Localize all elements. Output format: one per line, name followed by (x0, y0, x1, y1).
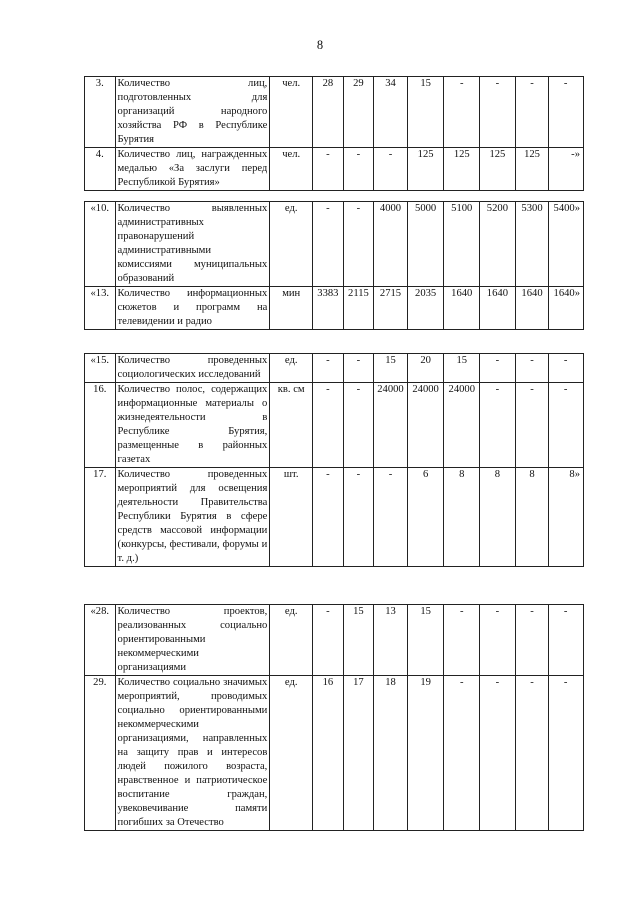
value-cell: 34 (374, 77, 408, 148)
value-cell: - (313, 148, 344, 191)
value-cell: - (549, 354, 584, 383)
unit-cell: ед. (270, 354, 313, 383)
value-cell: 19 (407, 676, 444, 831)
table-row (85, 383, 584, 468)
value-cell: - (444, 605, 480, 676)
table-row (85, 605, 584, 676)
table-row (85, 676, 584, 831)
value-cell: - (515, 605, 549, 676)
row-number-cell: 4. (85, 148, 116, 191)
row-number-cell: 3. (85, 77, 116, 148)
indicator-description-cell: Количество проведенных мероприятий для освещения деятельности Правительства Республики Бурятия в сфере средств массовой информации (конкурсы, фестивали, форумы и т. д.) (115, 468, 270, 567)
value-cell: 1640 (515, 287, 549, 330)
value-cell: 8 (480, 468, 516, 567)
value-cell: - (343, 202, 374, 287)
value-cell: 125 (407, 148, 444, 191)
value-cell: 125 (515, 148, 549, 191)
page-number: 8 (316, 38, 324, 52)
value-cell: 28 (313, 77, 344, 148)
row-number-cell: «28. (85, 605, 116, 676)
value-cell: - (444, 77, 480, 148)
value-cell: 15 (407, 605, 444, 676)
table-block-4 (84, 353, 584, 567)
value-cell: - (313, 605, 344, 676)
value-cell: - (480, 605, 516, 676)
value-cell: 24000 (444, 383, 480, 468)
value-cell: - (549, 383, 584, 468)
value-cell: 5300 (515, 202, 549, 287)
value-cell: 1640» (549, 287, 584, 330)
value-cell: 24000 (374, 383, 408, 468)
indicator-description-cell: Количество выявленных административных правонарушений административными комиссиями муниципальных образований (115, 202, 270, 287)
value-cell: - (374, 468, 408, 567)
value-cell: 17 (343, 676, 374, 831)
value-cell: - (480, 676, 516, 831)
table-row (85, 287, 584, 330)
value-cell: 2115 (343, 287, 374, 330)
unit-cell: чел. (270, 77, 313, 148)
value-cell: - (374, 148, 408, 191)
value-cell: 4000 (374, 202, 408, 287)
row-number-cell: 16. (85, 383, 116, 468)
value-cell: 1640 (444, 287, 480, 330)
value-cell: 8 (515, 468, 549, 567)
value-cell: 15 (343, 605, 374, 676)
table-row (85, 468, 584, 567)
value-cell: 3383 (313, 287, 344, 330)
value-cell: - (313, 354, 344, 383)
row-number-cell: «15. (85, 354, 116, 383)
value-cell: 16 (313, 676, 344, 831)
indicator-description-cell: Количество проведенных социологических исследований (115, 354, 270, 383)
unit-cell: ед. (270, 605, 313, 676)
value-cell: - (444, 676, 480, 831)
value-cell: 5400» (549, 202, 584, 287)
value-cell: - (343, 468, 374, 567)
value-cell: 2035 (407, 287, 444, 330)
value-cell: - (549, 77, 584, 148)
value-cell: - (343, 383, 374, 468)
value-cell: - (480, 354, 516, 383)
value-cell: 20 (407, 354, 444, 383)
value-cell: 1640 (480, 287, 516, 330)
unit-cell: кв. см (270, 383, 313, 468)
value-cell: -» (549, 148, 584, 191)
value-cell: - (313, 202, 344, 287)
indicator-description-cell: Количество полос, содержащих информационные материалы о жизнедеятельности в Республике Бурятия, размещенные в районных газетах (115, 383, 270, 468)
value-cell: 6 (407, 468, 444, 567)
value-cell: 5100 (444, 202, 480, 287)
indicator-description-cell: Количество лиц, подготовленных для организаций народного хозяйства РФ в Республике Бурятия (115, 77, 270, 148)
value-cell: 29 (343, 77, 374, 148)
table-block-2 (84, 201, 584, 287)
value-cell: 8» (549, 468, 584, 567)
value-cell: 15 (407, 77, 444, 148)
table-row (85, 77, 584, 148)
table-block-5 (84, 604, 584, 831)
value-cell: - (549, 676, 584, 831)
value-cell: - (313, 383, 344, 468)
indicator-description-cell: Количество информационных сюжетов и программ на телевидении и радио (115, 287, 270, 330)
value-cell: 24000 (407, 383, 444, 468)
value-cell: - (343, 148, 374, 191)
value-cell: - (343, 354, 374, 383)
value-cell: 8 (444, 468, 480, 567)
value-cell: 13 (374, 605, 408, 676)
value-cell: 15 (374, 354, 408, 383)
value-cell: 15 (444, 354, 480, 383)
unit-cell: шт. (270, 468, 313, 567)
table-row (85, 202, 584, 287)
value-cell: - (515, 676, 549, 831)
row-number-cell: 29. (85, 676, 116, 831)
row-number-cell: «10. (85, 202, 116, 287)
unit-cell: ед. (270, 676, 313, 831)
indicator-description-cell: Количество проектов, реализованных социально ориентированными некоммерческими организациями (115, 605, 270, 676)
indicator-description-cell: Количество социально значимых мероприятий, проводимых социально ориентированными некоммерческими организациями, направленных на защиту прав и интересов людей пожилого возраста, нравственное и патриотическое воспитание граждан, увековечивание памяти погибших за Отечество (115, 676, 270, 831)
value-cell: - (313, 468, 344, 567)
unit-cell: ед. (270, 202, 313, 287)
table-row (85, 354, 584, 383)
row-number-cell: «13. (85, 287, 116, 330)
unit-cell: мин (270, 287, 313, 330)
indicator-description-cell: Количество лиц, награжденных медалью «За заслуги перед Республикой Бурятия» (115, 148, 270, 191)
unit-cell: чел. (270, 148, 313, 191)
value-cell: - (549, 605, 584, 676)
value-cell: 2715 (374, 287, 408, 330)
table-row (85, 148, 584, 191)
value-cell: 5000 (407, 202, 444, 287)
table-block-3 (84, 286, 584, 330)
value-cell: - (515, 383, 549, 468)
value-cell: - (480, 383, 516, 468)
value-cell: 125 (444, 148, 480, 191)
value-cell: - (480, 77, 516, 148)
value-cell: 18 (374, 676, 408, 831)
value-cell: 5200 (480, 202, 516, 287)
value-cell: - (515, 354, 549, 383)
row-number-cell: 17. (85, 468, 116, 567)
value-cell: 125 (480, 148, 516, 191)
value-cell: - (515, 77, 549, 148)
table-block-1 (84, 76, 584, 191)
